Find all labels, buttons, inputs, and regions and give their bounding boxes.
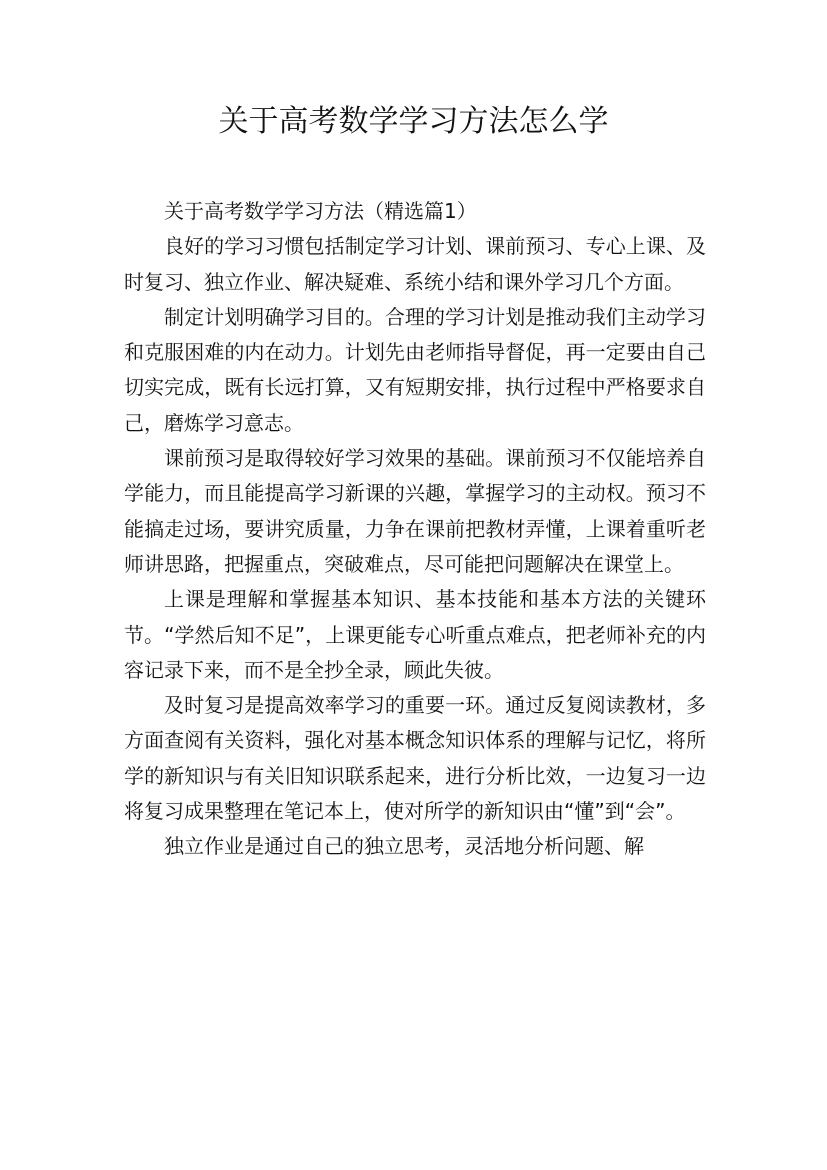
document-title: 关于高考数学学习方法怎么学	[218, 104, 609, 139]
paragraph-homework: 独立作业是通过自己的独立思考，灵活地分析问题、解	[164, 834, 644, 859]
paragraph-preview: 课前预习是取得较好学习效果的基础。课前预习不仅能培养自学能力，而且能提高学习新课的兴趣，掌握学习的主动权。预习不能搞走过场，要讲究质量，力争在课前把教材弄懂，上课着重听老师讲思路，把握重点，突破难点，尽可能把问题解决在课堂上。	[124, 446, 706, 576]
document-body	[124, 194, 706, 865]
paragraph-attend-class: 上课是理解和掌握基本知识、基本技能和基本方法的关键环节。“学然后知不足”，上课更能专心听重点难点，把老师补充的内容记录下来，而不是全抄全录，顾此失彼。	[124, 587, 706, 682]
paragraph-review: 及时复习是提高效率学习的重要一环。通过反复阅读教材，多方面查阅有关资料，强化对基本概念知识体系的理解与记忆，将所学的新知识与有关旧知识联系起来，进行分析比效，一边复习一边将复习成果整理在笔记本上，使对所学的新知识由“懂”到“会”。	[124, 693, 706, 824]
paragraph-study-plan: 制定计划明确学习目的。合理的学习计划是推动我们主动学习和克服困难的内在动力。计划先由老师指导督促，再一定要由自己切实完成，既有长远打算，又有短期安排，执行过程中严格要求自己，磨炼学习意志。	[124, 304, 706, 435]
section-heading: 关于高考数学学习方法（精选篇1）	[164, 199, 477, 223]
paragraph-study-habits: 良好的学习习惯包括制定学习计划、课前预习、专心上课、及时复习、独立作业、解决疑难、系统小结和课外学习几个方面。	[124, 234, 706, 294]
